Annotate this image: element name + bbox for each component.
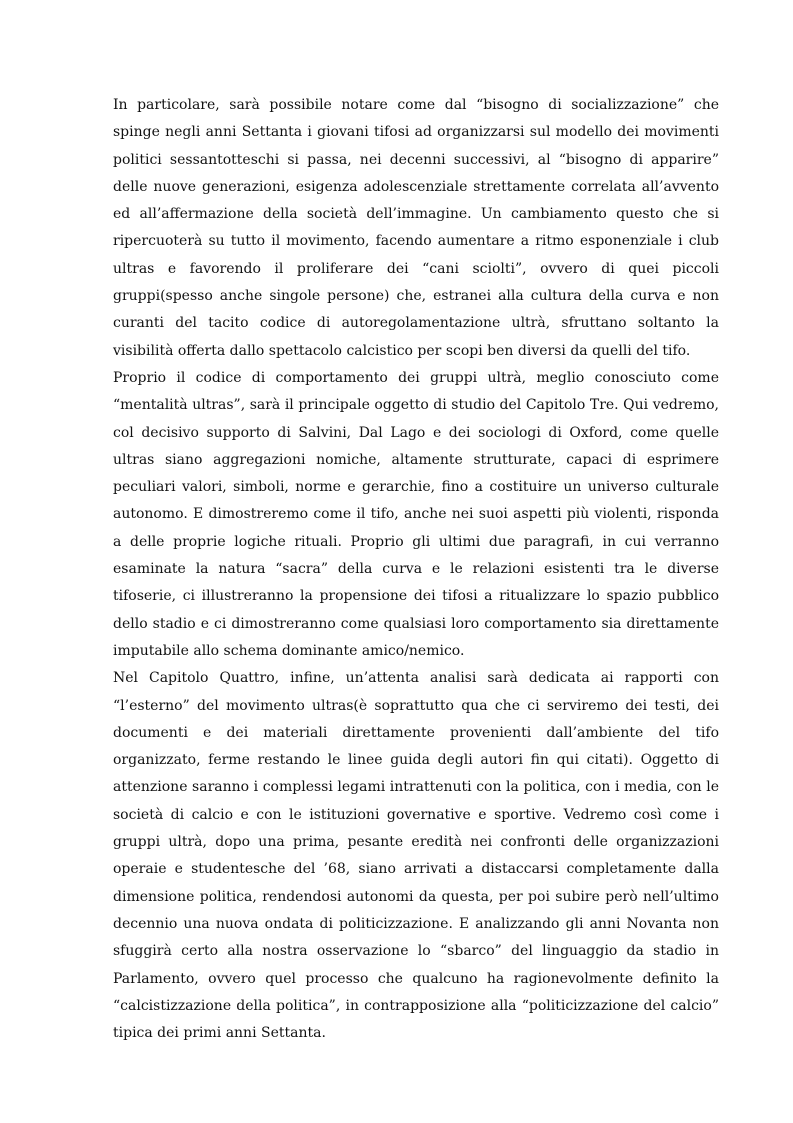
paragraph-2: Proprio il codice di comportamento dei gruppi ultrà, meglio conosciuto come “mentalità ultras”, sarà il principale oggetto di studio del Capitolo Tre. Qui vedremo, col decisivo supporto di Salvini, Dal Lago e dei sociologi di Oxford, come quelle ultras siano aggregazioni nomiche, altamente strutturate, capaci di esprimere peculiari valori, simboli, norme e gerarchie, fino a costituire un universo culturale autonomo. E dimostreremo come il tifo, anche nei suoi aspetti più violenti, risponda a delle proprie logiche rituali. Proprio gli ultimi due paragrafi, in cui verranno esaminate la natura “sacra” della curva e le relazioni esistenti tra le diverse tifoserie, ci illustreranno la propensione dei tifosi a ritualizzare lo spazio pubblico dello stadio e ci dimostreranno come qualsiasi loro comportamento sia direttamente imputabile allo schema dominante amico/nemico. — [113, 369, 719, 659]
paragraph-1: In particolare, sarà possibile notare come dal “bisogno di socializzazione” che spinge negli anni Settanta i giovani tifosi ad organizzarsi sul modello dei movimenti politici sessantotteschi si passa, nei decenni successivi, al “bisogno di apparire” delle nuove generazioni, esigenza adolescenziale strettamente correlata all’avvento ed all’affermazione della società dell’immagine. Un cambiamento questo che si ripercuoterà su tutto il movimento, facendo aumentare a ritmo esponenziale i club ultras e favorendo il proliferare dei “cani sciolti”, ovvero di quei piccoli gruppi(spesso anche singole persone) che, estranei alla cultura della curva e non curanti del tacito codice di autoregolamentazione ultrà, sfruttano soltanto la visibilità offerta dallo spettacolo calcistico per scopi ben diversi da quelli del tifo. — [113, 97, 719, 359]
body-text — [113, 92, 719, 1047]
paragraph-3: Nel Capitolo Quattro, infine, un’attenta analisi sarà dedicata ai rapporti con “l’esterno” del movimento ultras(è soprattutto qua che ci serviremo dei testi, dei documenti e dei materiali direttamente provenienti dall’ambiente del tifo organizzato, ferme restando le linee guida degli autori fin qui citati). Oggetto di attenzione saranno i complessi legami intrattenuti con la politica, con i media, con le società di calcio e con le istituzioni governative e sportive. Vedremo così come i gruppi ultrà, dopo una prima, pesante eredità nei confronti delle organizzazioni operaie e studentesche del ’68, siano arrivati a distaccarsi completamente dalla dimensione politica, rendendosi autonomi da questa, per poi subire però nell’ultimo decennio una nuova ondata di politicizzazione. E analizzando gli anni Novanta non sfuggirà certo alla nostra osservazione lo “sbarco” del linguaggio da stadio in Parlamento, ovvero quel processo che qualcuno ha ragionevolmente definito la “calcistizzazione della politica”, in contrapposizione alla “politicizzazione del calcio” tipica dei primi anni Settanta. — [113, 670, 719, 1042]
